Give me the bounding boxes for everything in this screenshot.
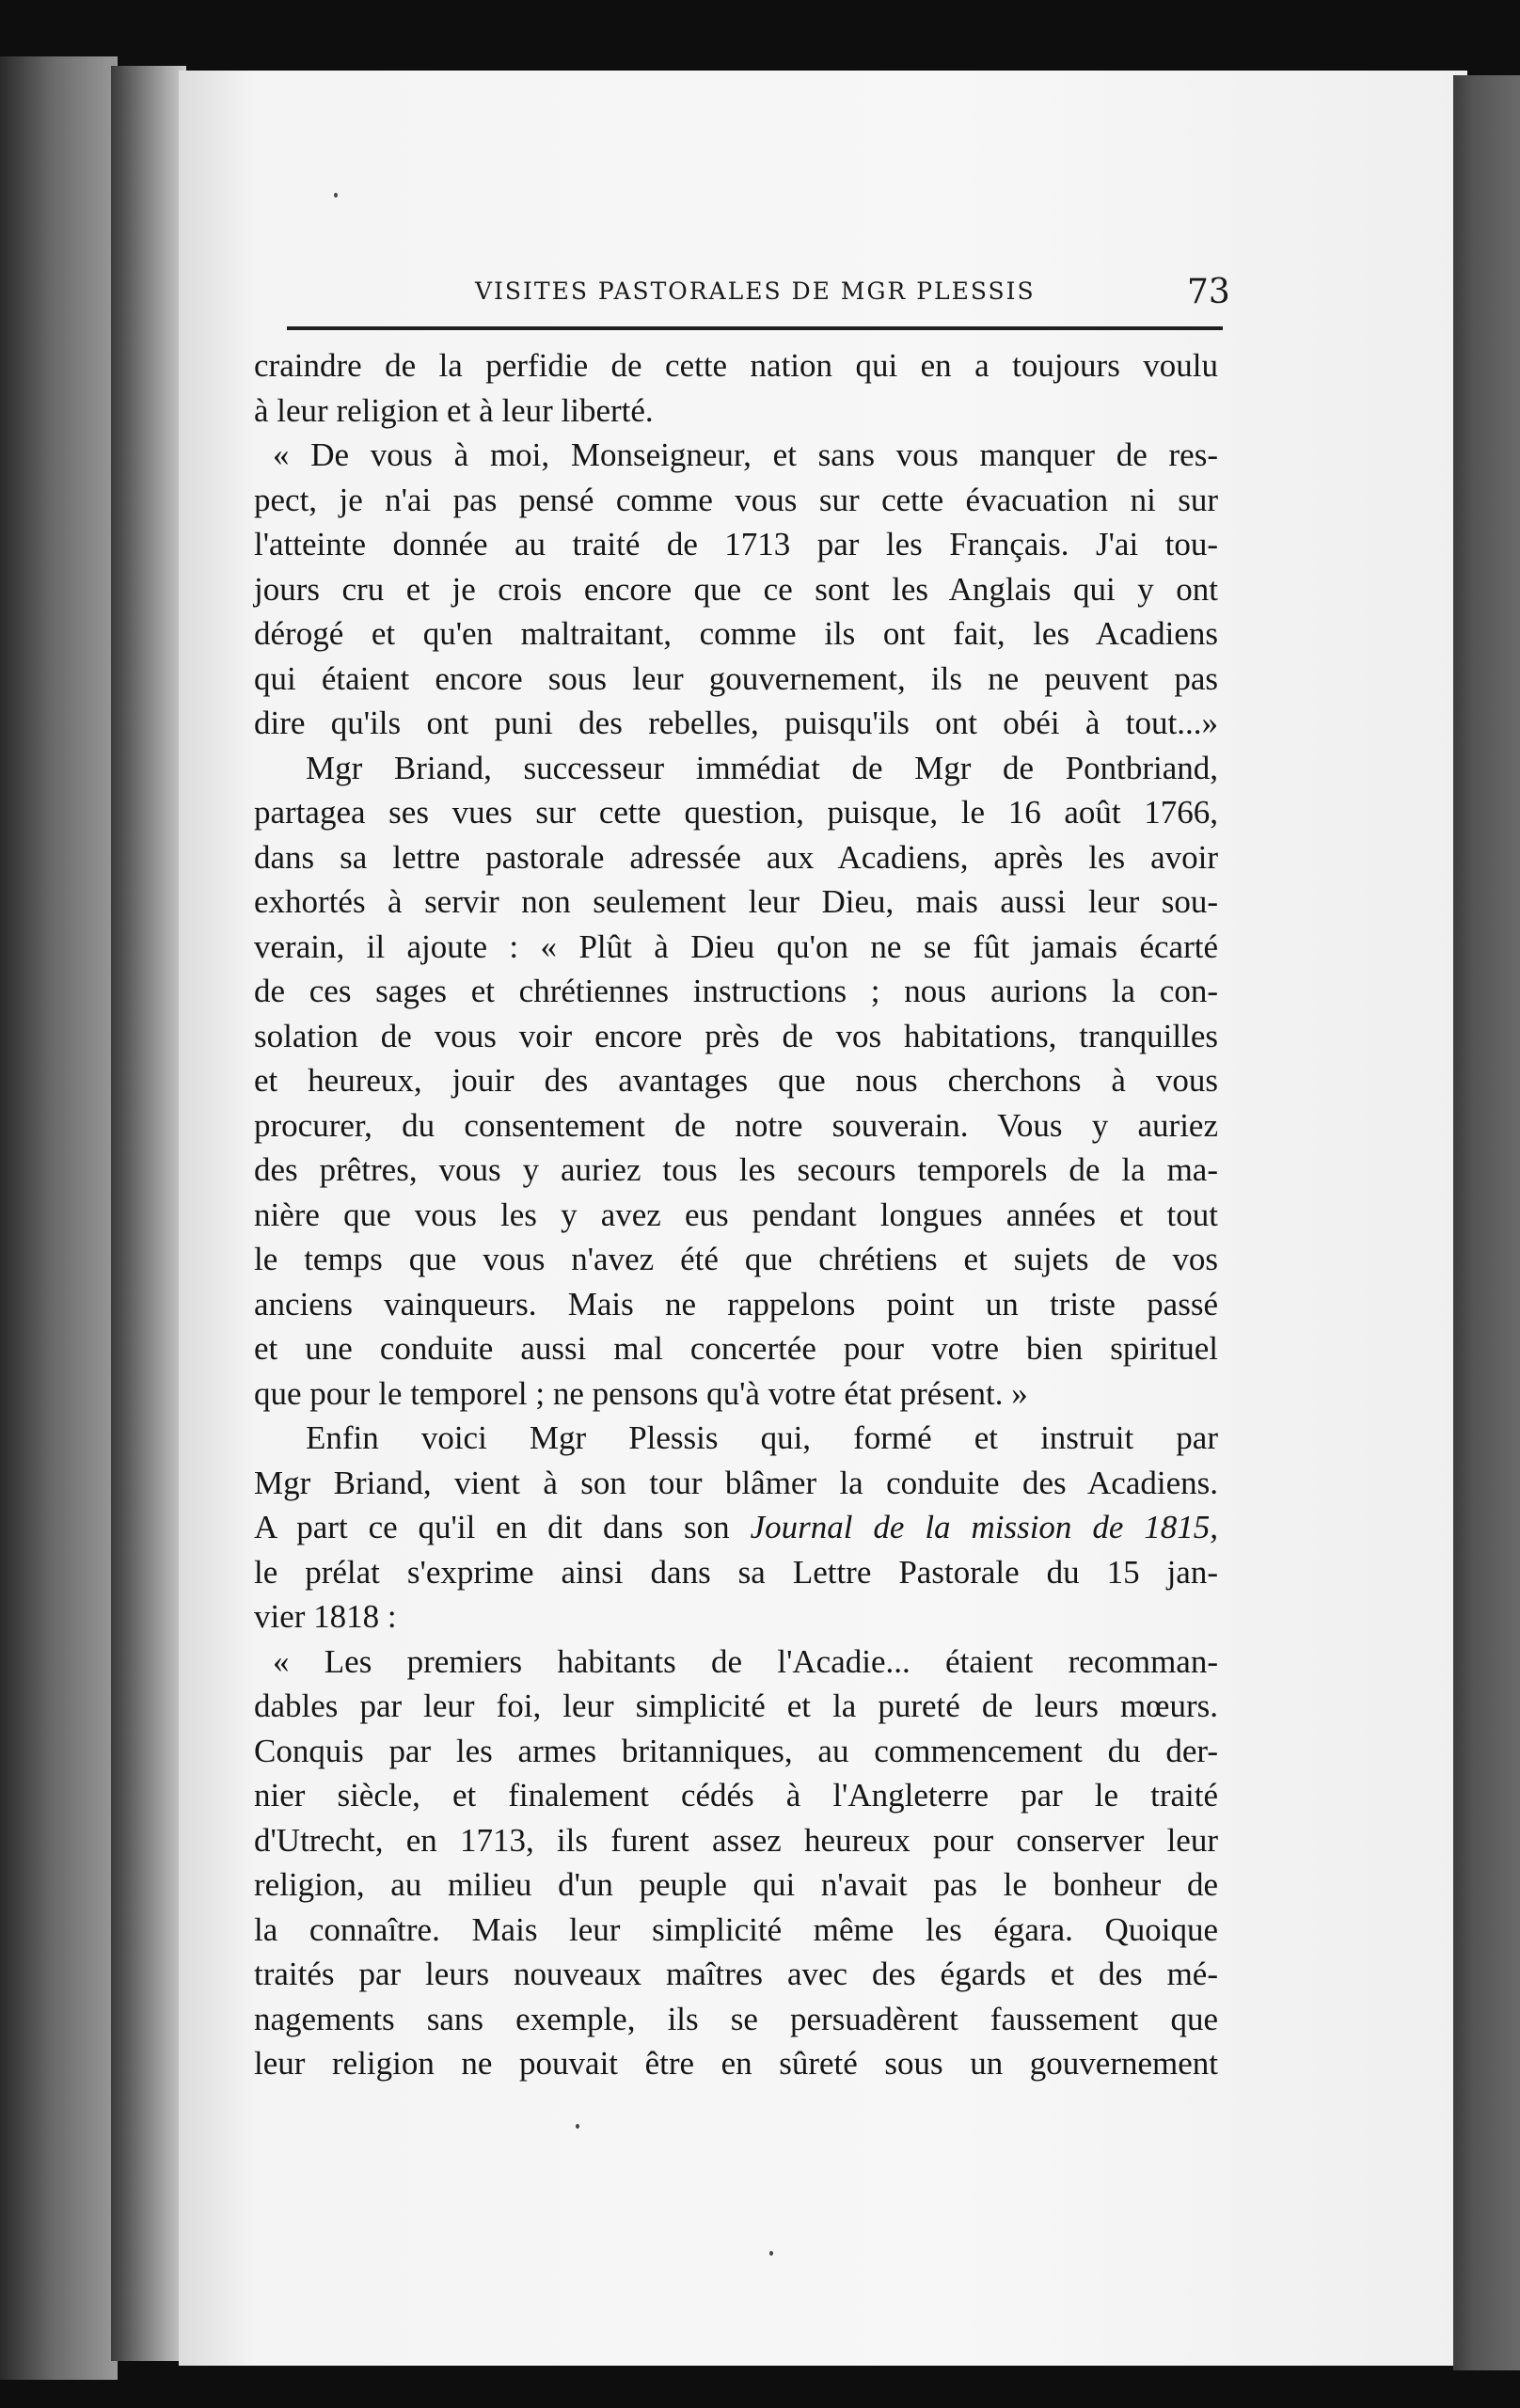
- text-line: traités par leurs nouveaux maîtres avec des égards et des mé-: [254, 1956, 1218, 1992]
- text-line: procurer, du consentement de notre souverain. Vous y auriez: [254, 1106, 1218, 1144]
- text-line: dables par leur foi, leur simplicité et la pureté de leurs mœurs.: [254, 1687, 1218, 1724]
- body-text: [254, 343, 1218, 2086]
- text-line: jours cru et je crois encore que ce sont les Anglais qui y ont: [254, 570, 1218, 608]
- text-line: Conquis par les armes britanniques, au commencement du der-: [254, 1732, 1218, 1769]
- text-line: que pour le temporel ; ne pensons qu'à votre état présent. »: [254, 1374, 1028, 1412]
- text-line: l'atteinte donnée au traité de 1713 par les Français. J'ai tou-: [254, 526, 1218, 562]
- right-page-edge: [1453, 75, 1520, 2370]
- text-fragment: A part ce qu'il en dit dans son: [254, 1509, 730, 1545]
- text-line: solation de vous voir encore près de vos habitations, tranquilles: [254, 1017, 1218, 1054]
- text-line: vier 1818 :: [254, 1598, 397, 1635]
- text-line: et heureux, jouir des avantages que nous cherchons à vous: [254, 1062, 1218, 1099]
- text-line: à leur religion et à leur liberté.: [254, 391, 654, 429]
- text-line: anciens vainqueurs. Mais ne rappelons point un triste passé: [254, 1285, 1218, 1323]
- text-line: verain, il ajoute : « Plût à Dieu qu'on ne se fût jamais écarté: [254, 927, 1218, 965]
- text-line: Mgr Briand, vient à son tour blâmer la conduite des Acadiens.: [254, 1464, 1218, 1501]
- scan-speck: [334, 193, 338, 198]
- text-line: Enfin voici Mgr Plessis qui, formé et instruit par: [306, 1419, 1218, 1456]
- text-line: des prêtres, vous y auriez tous les secours temporels de la ma-: [254, 1151, 1218, 1188]
- text-line: dire qu'ils ont puni des rebelles, puisqu'ils ont obéi à tout...»: [254, 705, 1218, 741]
- running-title: VISITES PASTORALES DE MGR PLESSIS: [475, 277, 1036, 305]
- text-line: dérogé et qu'en maltraitant, comme ils ont fait, les Acadiens: [254, 615, 1218, 652]
- text-line: qui étaient encore sous leur gouvernement, ils ne peuvent pas: [254, 659, 1218, 697]
- scan-speck: [769, 2251, 773, 2256]
- text-line: dans sa lettre pastorale adressée aux Acadiens, après les avoir: [254, 838, 1218, 876]
- left-page-edge: [0, 56, 118, 2380]
- page-number: 73: [1187, 273, 1230, 311]
- scan-speck: [576, 2124, 579, 2129]
- text-line: « Les premiers habitants de l'Acadie... étaient recomman-: [273, 1642, 1218, 1680]
- text-line: leur religion ne pouvait être en sûreté sous un gouvernement: [254, 2045, 1218, 2082]
- text-line: [254, 1505, 1218, 1550]
- text-line: de ces sages et chrétiennes instructions ; nous aurions la con-: [254, 973, 1218, 1009]
- text-line: d'Utrecht, en 1713, ils furent assez heureux pour conserver leur: [254, 1821, 1218, 1859]
- text-line: nagements sans exemple, ils se persuadèrent faussement que: [254, 2000, 1218, 2037]
- text-line: pect, je n'ai pas pensé comme vous sur cette évacuation ni sur: [254, 481, 1218, 518]
- book-gutter: [111, 66, 186, 2361]
- text-line: partagea ses vues sur cette question, puisque, le 16 août 1766,: [254, 794, 1218, 831]
- text-line: le prélat s'exprime ainsi dans sa Lettre Pastorale du 15 jan-: [254, 1553, 1218, 1591]
- text-line: religion, au milieu d'un peuple qui n'avait pas le bonheur de: [254, 1866, 1218, 1903]
- text-line: le temps que vous n'avez été que chrétiens et sujets de vos: [254, 1241, 1218, 1277]
- text-line: « De vous à moi, Monseigneur, et sans vous manquer de res-: [273, 436, 1218, 473]
- text-line: exhortés à servir non seulement leur Dieu, mais aussi leur sou-: [254, 883, 1218, 920]
- text-line: craindre de la perfidie de cette nation qui en a toujours voulu: [254, 347, 1218, 384]
- text-line: nier siècle, et finalement cédés à l'Angleterre par le traité: [254, 1777, 1218, 1814]
- text-line: nière que vous les y avez eus pendant longues années et tout: [254, 1196, 1218, 1233]
- text-line: Mgr Briand, successeur immédiat de Mgr de Pontbriand,: [306, 749, 1218, 786]
- text-line: et une conduite aussi mal concertée pour votre bien spirituel: [254, 1330, 1218, 1367]
- journal-title-italic: Journal de la mission de 1815,: [750, 1509, 1219, 1545]
- text-line: la connaître. Mais leur simplicité même les égara. Quoique: [254, 1910, 1218, 1948]
- header-rule: [287, 326, 1223, 330]
